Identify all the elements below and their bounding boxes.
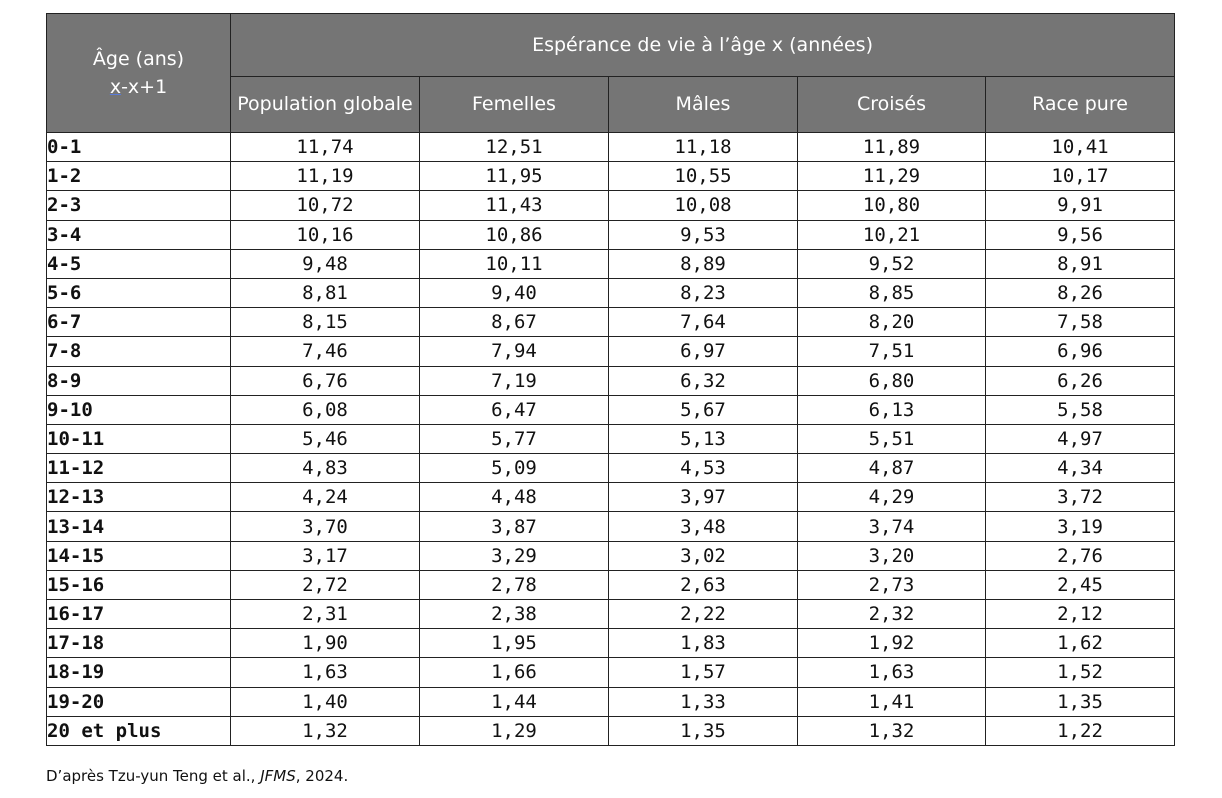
value-cell: 4,29 <box>798 483 986 512</box>
value-cell: 6,80 <box>798 366 986 395</box>
value-cell: 10,21 <box>798 220 986 249</box>
table-row <box>47 366 1175 395</box>
value-cell: 2,32 <box>798 600 986 629</box>
table-row <box>47 278 1175 307</box>
value-cell: 6,96 <box>986 337 1175 366</box>
value-cell: 10,55 <box>609 162 798 191</box>
age-header-range <box>110 73 167 101</box>
table-row <box>47 191 1175 220</box>
value-cell: 10,11 <box>420 249 609 278</box>
source-citation <box>46 767 348 785</box>
value-cell: 9,40 <box>420 278 609 307</box>
value-cell: 11,95 <box>420 162 609 191</box>
age-range-cell: 15-16 <box>47 570 231 599</box>
value-cell: 8,85 <box>798 278 986 307</box>
value-cell: 6,76 <box>231 366 420 395</box>
table-row <box>47 512 1175 541</box>
column-header-race-pure: Race pure <box>986 77 1175 133</box>
age-range-cell: 10-11 <box>47 424 231 453</box>
value-cell: 10,41 <box>986 133 1175 162</box>
age-range-cell: 3-4 <box>47 220 231 249</box>
value-cell: 9,53 <box>609 220 798 249</box>
age-range-cell: 14-15 <box>47 541 231 570</box>
table-row <box>47 220 1175 249</box>
age-header-x: x <box>109 76 122 98</box>
value-cell: 1,66 <box>420 658 609 687</box>
table-row <box>47 249 1175 278</box>
value-cell: 3,70 <box>231 512 420 541</box>
age-column-header <box>47 14 231 133</box>
age-header-range-rest: -x+1 <box>121 76 168 98</box>
value-cell: 1,32 <box>231 716 420 745</box>
value-cell: 5,58 <box>986 395 1175 424</box>
age-range-cell: 7-8 <box>47 337 231 366</box>
column-header-croises: Croisés <box>798 77 986 133</box>
column-header-males: Mâles <box>609 77 798 133</box>
value-cell: 3,17 <box>231 541 420 570</box>
table-row <box>47 337 1175 366</box>
source-prefix: D’après Tzu-yun Teng et al., <box>46 767 261 785</box>
value-cell: 5,46 <box>231 424 420 453</box>
age-range-cell: 13-14 <box>47 512 231 541</box>
value-cell: 1,90 <box>231 629 420 658</box>
value-cell: 10,17 <box>986 162 1175 191</box>
value-cell: 9,56 <box>986 220 1175 249</box>
value-cell: 2,22 <box>609 600 798 629</box>
age-range-cell: 5-6 <box>47 278 231 307</box>
age-range-cell: 8-9 <box>47 366 231 395</box>
value-cell: 1,52 <box>986 658 1175 687</box>
value-cell: 1,63 <box>798 658 986 687</box>
value-cell: 2,45 <box>986 570 1175 599</box>
value-cell: 10,08 <box>609 191 798 220</box>
value-cell: 7,58 <box>986 308 1175 337</box>
value-cell: 7,64 <box>609 308 798 337</box>
value-cell: 4,24 <box>231 483 420 512</box>
age-range-cell: 1-2 <box>47 162 231 191</box>
value-cell: 9,91 <box>986 191 1175 220</box>
value-cell: 9,48 <box>231 249 420 278</box>
value-cell: 2,12 <box>986 600 1175 629</box>
value-cell: 10,72 <box>231 191 420 220</box>
table-row <box>47 483 1175 512</box>
value-cell: 1,22 <box>986 716 1175 745</box>
value-cell: 2,76 <box>986 541 1175 570</box>
value-cell: 3,29 <box>420 541 609 570</box>
value-cell: 1,63 <box>231 658 420 687</box>
value-cell: 11,89 <box>798 133 986 162</box>
table-row <box>47 308 1175 337</box>
value-cell: 3,19 <box>986 512 1175 541</box>
value-cell: 4,34 <box>986 454 1175 483</box>
value-cell: 2,38 <box>420 600 609 629</box>
table-row <box>47 162 1175 191</box>
source-journal: JFMS <box>260 767 296 785</box>
age-range-cell: 17-18 <box>47 629 231 658</box>
value-cell: 2,63 <box>609 570 798 599</box>
value-cell: 1,83 <box>609 629 798 658</box>
value-cell: 5,09 <box>420 454 609 483</box>
age-range-cell: 12-13 <box>47 483 231 512</box>
value-cell: 1,92 <box>798 629 986 658</box>
value-cell: 8,89 <box>609 249 798 278</box>
value-cell: 7,51 <box>798 337 986 366</box>
value-cell: 2,72 <box>231 570 420 599</box>
table-row <box>47 454 1175 483</box>
value-cell: 4,83 <box>231 454 420 483</box>
value-cell: 7,46 <box>231 337 420 366</box>
value-cell: 11,18 <box>609 133 798 162</box>
value-cell: 11,29 <box>798 162 986 191</box>
value-cell: 8,15 <box>231 308 420 337</box>
value-cell: 1,33 <box>609 687 798 716</box>
value-cell: 1,62 <box>986 629 1175 658</box>
value-cell: 11,74 <box>231 133 420 162</box>
source-suffix: , 2024. <box>295 767 349 785</box>
table-row <box>47 600 1175 629</box>
value-cell: 12,51 <box>420 133 609 162</box>
value-cell: 8,67 <box>420 308 609 337</box>
value-cell: 9,52 <box>798 249 986 278</box>
value-cell: 1,35 <box>986 687 1175 716</box>
value-cell: 4,53 <box>609 454 798 483</box>
value-cell: 10,16 <box>231 220 420 249</box>
value-cell: 3,20 <box>798 541 986 570</box>
table-row <box>47 570 1175 599</box>
value-cell: 8,20 <box>798 308 986 337</box>
value-cell: 6,47 <box>420 395 609 424</box>
value-cell: 5,67 <box>609 395 798 424</box>
table-row <box>47 629 1175 658</box>
table-row <box>47 716 1175 745</box>
value-cell: 4,87 <box>798 454 986 483</box>
value-cell: 6,13 <box>798 395 986 424</box>
value-cell: 1,40 <box>231 687 420 716</box>
age-range-cell: 9-10 <box>47 395 231 424</box>
value-cell: 1,44 <box>420 687 609 716</box>
value-cell: 6,32 <box>609 366 798 395</box>
value-cell: 8,91 <box>986 249 1175 278</box>
value-cell: 7,19 <box>420 366 609 395</box>
value-cell: 6,97 <box>609 337 798 366</box>
table-row <box>47 541 1175 570</box>
value-cell: 1,29 <box>420 716 609 745</box>
value-cell: 3,87 <box>420 512 609 541</box>
value-cell: 2,78 <box>420 570 609 599</box>
age-range-cell: 4-5 <box>47 249 231 278</box>
value-cell: 1,57 <box>609 658 798 687</box>
life-expectancy-group-header: Espérance de vie à l’âge x (années) <box>231 14 1175 77</box>
value-cell: 1,41 <box>798 687 986 716</box>
value-cell: 3,48 <box>609 512 798 541</box>
age-range-cell: 0-1 <box>47 133 231 162</box>
value-cell: 2,73 <box>798 570 986 599</box>
age-range-cell: 19-20 <box>47 687 231 716</box>
value-cell: 5,13 <box>609 424 798 453</box>
value-cell: 3,97 <box>609 483 798 512</box>
value-cell: 3,02 <box>609 541 798 570</box>
table-row <box>47 395 1175 424</box>
value-cell: 10,80 <box>798 191 986 220</box>
value-cell: 11,43 <box>420 191 609 220</box>
value-cell: 3,74 <box>798 512 986 541</box>
value-cell: 6,08 <box>231 395 420 424</box>
value-cell: 4,48 <box>420 483 609 512</box>
value-cell: 5,77 <box>420 424 609 453</box>
value-cell: 5,51 <box>798 424 986 453</box>
age-range-cell: 20 et plus <box>47 716 231 745</box>
life-expectancy-table <box>46 13 1175 746</box>
value-cell: 8,23 <box>609 278 798 307</box>
age-range-cell: 2-3 <box>47 191 231 220</box>
value-cell: 3,72 <box>986 483 1175 512</box>
age-range-cell: 6-7 <box>47 308 231 337</box>
table-body <box>47 133 1175 746</box>
age-range-cell: 16-17 <box>47 600 231 629</box>
table-row <box>47 687 1175 716</box>
value-cell: 8,81 <box>231 278 420 307</box>
value-cell: 8,26 <box>986 278 1175 307</box>
table-row <box>47 424 1175 453</box>
value-cell: 2,31 <box>231 600 420 629</box>
table-row <box>47 133 1175 162</box>
age-header-label: Âge (ans) <box>92 48 185 70</box>
value-cell: 6,26 <box>986 366 1175 395</box>
value-cell: 4,97 <box>986 424 1175 453</box>
value-cell: 10,86 <box>420 220 609 249</box>
column-header-population-globale: Population globale <box>231 77 420 133</box>
age-range-cell: 18-19 <box>47 658 231 687</box>
age-range-cell: 11-12 <box>47 454 231 483</box>
value-cell: 7,94 <box>420 337 609 366</box>
value-cell: 1,95 <box>420 629 609 658</box>
value-cell: 1,32 <box>798 716 986 745</box>
column-header-femelles: Femelles <box>420 77 609 133</box>
value-cell: 1,35 <box>609 716 798 745</box>
value-cell: 11,19 <box>231 162 420 191</box>
table-row <box>47 658 1175 687</box>
